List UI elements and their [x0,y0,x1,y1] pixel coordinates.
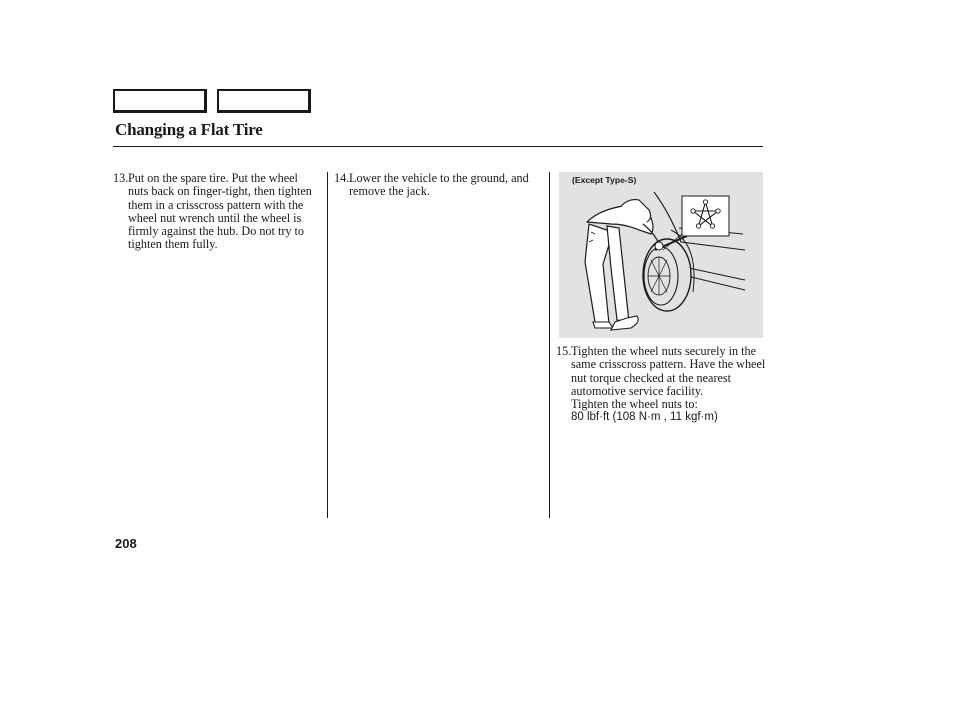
column-divider [549,172,550,518]
page-number: 208 [115,536,137,551]
step-number: 15. [556,344,572,358]
step-15 [556,345,766,425]
person-tightening-wheel-nuts-icon [559,172,763,338]
column-divider [327,172,328,518]
next-page-tab[interactable] [217,89,311,113]
previous-page-tab[interactable] [113,89,207,113]
figure-caption: (Except Type-S) [572,175,637,185]
step-14 [334,172,542,199]
step-text: Lower the vehicle to the ground, and remove the jack. [349,171,529,199]
page-title: Changing a Flat Tire [115,120,263,139]
step-text: Put on the spare tire. Put the wheel nuts back on finger-tight, then tighten them in a crisscross pattern with the wheel nut wrench until the wheel is firmly against the hub. Do not try to tighten them fully. [128,171,312,252]
step-number: 13. [113,171,129,185]
step-text: Tighten the wheel nuts securely in the same crisscross pattern. Have the wheel nut torque checked at the nearest automotive service facility. [571,344,766,398]
step-number: 14. [334,171,350,185]
torque-intro: Tighten the wheel nuts to: [571,397,698,412]
torque-value: 80 lbf·ft (108 N·m , 11 kgf·m) [571,411,718,424]
step-13 [113,172,319,252]
title-divider [113,146,763,147]
wheel-nut-tightening-figure [559,172,763,338]
